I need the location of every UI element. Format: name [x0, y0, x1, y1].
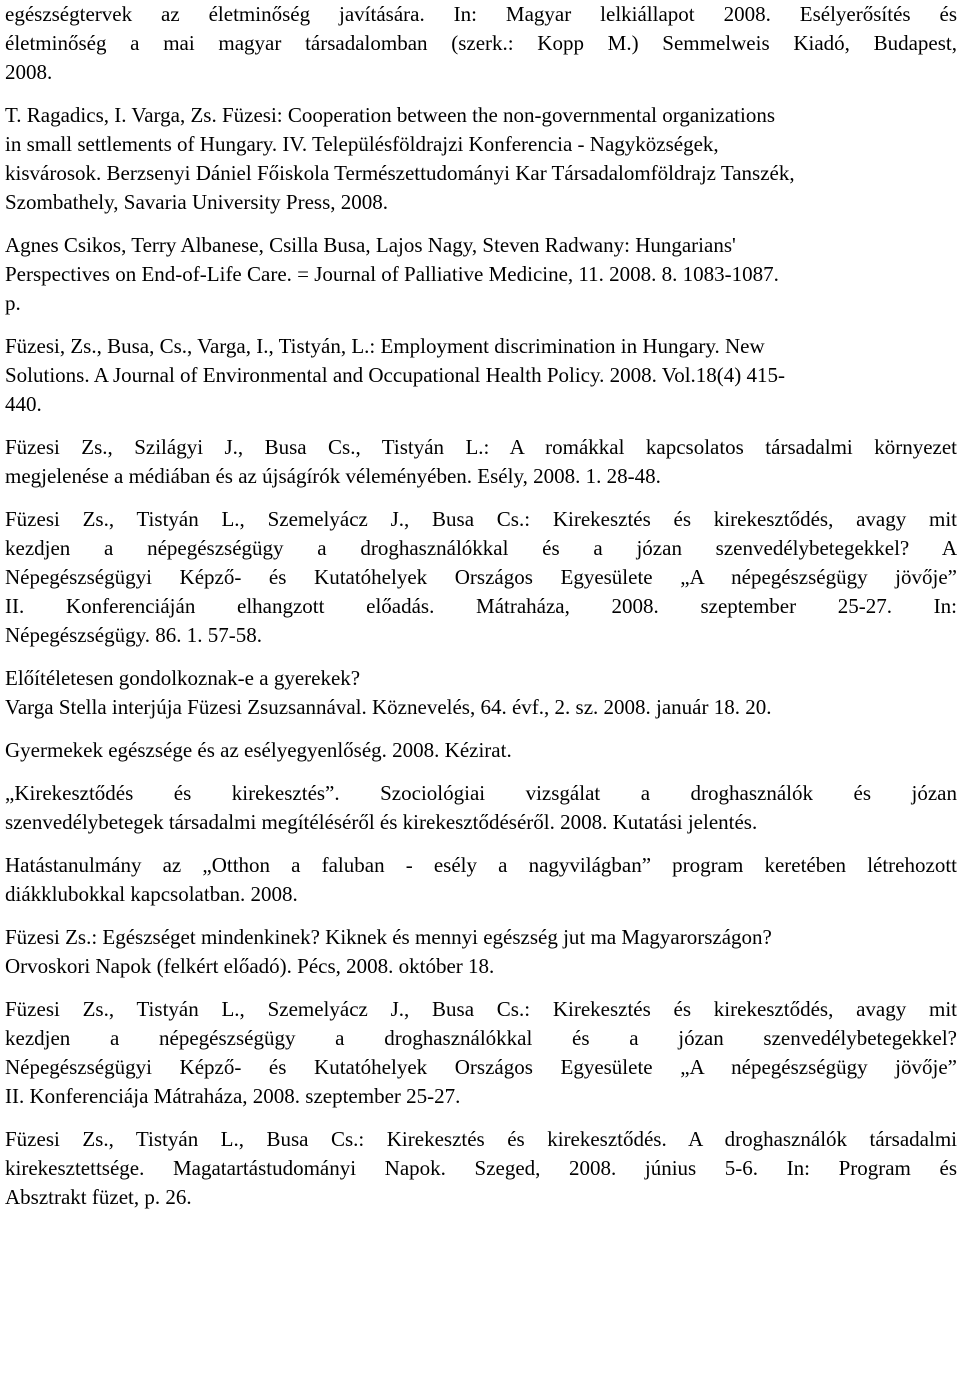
reference-line: életminőség a mai magyar társadalomban (szerk.: Kopp M.) Semmelweis Kiadó, Budapest,: [5, 31, 957, 55]
reference-line: Solutions. A Journal of Environmental and Occupational Health Policy. 2008. Vol.18(4) 415-: [5, 363, 786, 387]
reference-line: Perspectives on End-of-Life Care. = Journal of Palliative Medicine, 11. 2008. 8. 1083-1087.: [5, 262, 779, 286]
reference-entry: [5, 101, 957, 217]
reference-line: kezdjen a népegészségügy a droghasználókkal és a józan szenvedélybetegekkel? A: [5, 536, 957, 560]
reference-line: Népegészségügy. 86. 1. 57-58.: [5, 623, 262, 647]
reference-line: Agnes Csikos, Terry Albanese, Csilla Busa, Lajos Nagy, Steven Radwany: Hungarians': [5, 233, 736, 257]
reference-line: Füzesi Zs., Tistyán L., Busa Cs.: Kirekesztés és kirekesztődés. A droghasználók társadalmi: [5, 1127, 957, 1151]
reference-line: p.: [5, 291, 21, 315]
reference-entry: [5, 505, 957, 650]
reference-line: megjelenése a médiában és az újságírók véleményében. Esély, 2008. 1. 28-48.: [5, 464, 661, 488]
reference-line: II. Konferenciáján elhangzott előadás. Mátraháza, 2008. szeptember 25-27. In:: [5, 594, 957, 618]
reference-entry: [5, 1125, 957, 1212]
reference-line: T. Ragadics, I. Varga, Zs. Füzesi: Cooperation between the non-governmental organizations: [5, 103, 775, 127]
reference-line: Füzesi, Zs., Busa, Cs., Varga, I., Tistyán, L.: Employment discrimination in Hungary. New: [5, 334, 765, 358]
reference-line: Füzesi Zs., Szilágyi J., Busa Cs., Tistyán L.: A romákkal kapcsolatos társadalmi környezet: [5, 435, 957, 459]
reference-line: Füzesi Zs., Tistyán L., Szemelyácz J., Busa Cs.: Kirekesztés és kirekesztődés, avagy mit: [5, 507, 957, 531]
reference-line: diákklubokkal kapcsolatban. 2008.: [5, 882, 298, 906]
reference-line: Orvoskori Napok (felkért előadó). Pécs, 2008. október 18.: [5, 954, 495, 978]
reference-line: egészségtervek az életminőség javítására. In: Magyar lelkiállapot 2008. Esélyerősítés és: [5, 2, 957, 26]
reference-line: szenvedélybetegek társadalmi megítéléséről és kirekesztődéséről. 2008. Kutatási jelentés.: [5, 810, 758, 834]
reference-line: Népegészségügyi Képző- és Kutatóhelyek Országos Egyesülete „A népegészségügy jövője”: [5, 565, 957, 589]
reference-line: Előítéletesen gondolkoznak-e a gyerekek?: [5, 666, 361, 690]
reference-entry: [5, 779, 957, 837]
reference-line: II. Konferenciája Mátraháza, 2008. szeptember 25-27.: [5, 1084, 461, 1108]
reference-entry: [5, 231, 957, 318]
reference-line: 440.: [5, 392, 42, 416]
reference-entry: [5, 736, 957, 765]
reference-line: Szombathely, Savaria University Press, 2008.: [5, 190, 388, 214]
reference-line: in small settlements of Hungary. IV. Településföldrajzi Konferencia - Nagyközségek,: [5, 132, 719, 156]
reference-line: Absztrakt füzet, p. 26.: [5, 1185, 192, 1209]
reference-entry: [5, 664, 957, 722]
reference-line: Varga Stella interjúja Füzesi Zsuzsannával. Köznevelés, 64. évf., 2. sz. 2008. január 18. 20.: [5, 695, 772, 719]
document-page: [5, 0, 957, 1226]
reference-line: Hatástanulmány az „Otthon a faluban - esély a nagyvilágban” program keretében létrehozott: [5, 853, 957, 877]
reference-line: kirekesztettsége. Magatartástudományi Napok. Szeged, 2008. június 5-6. In: Program és: [5, 1156, 957, 1180]
reference-line: Gyermekek egészsége és az esélyegyenlőség. 2008. Kézirat.: [5, 738, 512, 762]
reference-entry: [5, 923, 957, 981]
reference-line: kisvárosok. Berzsenyi Dániel Főiskola Természettudományi Kar Társadalomföldrajz Tanszék,: [5, 161, 795, 185]
reference-line: kezdjen a népegészségügy a droghasználókkal és a józan szenvedélybetegekkel?: [5, 1026, 957, 1050]
reference-line: 2008.: [5, 60, 53, 84]
reference-entry: [5, 433, 957, 491]
reference-entry: [5, 332, 957, 419]
reference-line: Füzesi Zs., Tistyán L., Szemelyácz J., Busa Cs.: Kirekesztés és kirekesztődés, avagy mit: [5, 997, 957, 1021]
reference-line: „Kirekesztődés és kirekesztés”. Szociológiai vizsgálat a droghasználók és józan: [5, 781, 957, 805]
reference-entry: [5, 995, 957, 1111]
reference-line: Népegészségügyi Képző- és Kutatóhelyek Országos Egyesülete „A népegészségügy jövője”: [5, 1055, 957, 1079]
reference-line: Füzesi Zs.: Egészséget mindenkinek? Kiknek és mennyi egészség jut ma Magyarországon?: [5, 925, 772, 949]
reference-entry: [5, 851, 957, 909]
reference-entry: [5, 0, 957, 87]
